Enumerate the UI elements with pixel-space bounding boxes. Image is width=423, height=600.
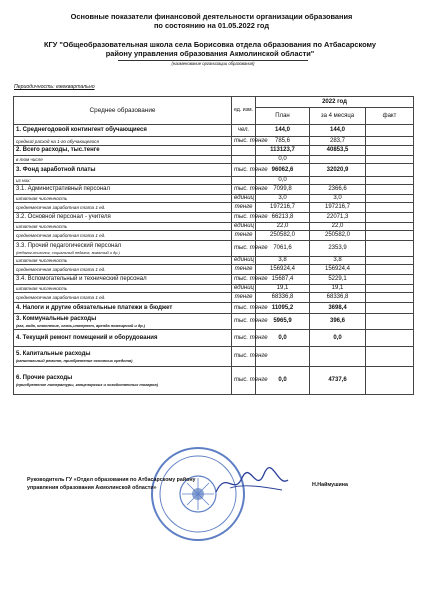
row-plan-value: 3,8 <box>256 257 310 265</box>
row-name: 5. Капитальные расходы <box>16 350 91 357</box>
report-date: по состоянию на 01.05.2022 год <box>153 21 270 30</box>
row-unit: тыс. тенге <box>232 185 256 195</box>
row-unit: тыс. тенге <box>232 275 256 285</box>
row-name: штатная численность <box>16 196 68 201</box>
row-unit <box>232 177 256 185</box>
row-name: средний расход на 1-го обучающегося <box>16 138 99 144</box>
row-unit: тыс. тенге <box>232 241 256 257</box>
row-4-months-value: 197216,7 <box>310 203 366 213</box>
row-name: штатная численность <box>16 286 68 291</box>
row-name: в том числе <box>16 157 43 162</box>
table-row <box>14 223 414 231</box>
row-4-months-value: 3,8 <box>310 257 366 265</box>
signatory-name: Н.Наймушина <box>312 482 348 488</box>
table-row <box>14 156 414 164</box>
table-row <box>14 146 414 156</box>
row-fact-value <box>366 125 414 137</box>
row-plan-value: 68336,8 <box>256 293 310 303</box>
signatory-title-line2: управления образования Акмолинской области» <box>27 484 157 491</box>
row-4-months-value: 32020,9 <box>310 164 366 177</box>
row-fact-value <box>366 164 414 177</box>
row-name: 3. Коммунальные расходы <box>16 315 97 322</box>
row-name-cell <box>14 156 232 164</box>
row-plan-value: 144,0 <box>256 125 310 137</box>
row-4-months-value: 156924,4 <box>310 265 366 275</box>
row-4-months-value <box>310 347 366 367</box>
row-fact-value <box>366 257 414 265</box>
row-fact-value <box>366 314 414 330</box>
table-row <box>14 164 414 177</box>
row-4-months-value: 4737,6 <box>310 367 366 395</box>
row-plan-value: 0,0 <box>256 177 310 185</box>
row-name-cell <box>14 330 232 347</box>
periodicity-label: Периодичность: ежеквартально <box>14 84 95 90</box>
row-plan-value: 96062,6 <box>256 164 310 177</box>
row-4-months-value: 283,7 <box>310 137 366 146</box>
row-name-cell <box>14 265 232 275</box>
row-name: среднемесячная заработная плата 1 ед. <box>16 267 106 272</box>
table-row <box>14 265 414 275</box>
row-fact-value <box>366 177 414 185</box>
row-4-months-value: 3698,4 <box>310 303 366 314</box>
row-name: штатная численность <box>16 224 68 229</box>
row-unit: единиц <box>232 285 256 293</box>
table-row <box>14 314 414 330</box>
table-row <box>14 195 414 203</box>
table-row <box>14 257 414 265</box>
row-unit: тенге <box>232 293 256 303</box>
row-plan-value: 5965,9 <box>256 314 310 330</box>
row-name: среднемесячная заработная плата 1 ед. <box>16 233 106 238</box>
handwritten-signature <box>212 466 292 500</box>
row-name-cell <box>14 195 232 203</box>
row-unit: тыс. тенге <box>232 164 256 177</box>
row-4-months-value: 40853,5 <box>310 146 366 156</box>
row-unit: тыс. тенге <box>232 314 256 330</box>
row-unit: тыс. тенге <box>232 330 256 347</box>
table-row <box>14 275 414 285</box>
row-4-months-value: 3,0 <box>310 195 366 203</box>
row-plan-value: 113123,7 <box>256 146 310 156</box>
row-4-months-value: 22071,3 <box>310 213 366 223</box>
row-name-cell <box>14 213 232 223</box>
row-note: (приобретение литературы, канцелярских и хозяйственных товаров) <box>16 381 159 387</box>
report-title: Основные показатели финансовой деятельности организации образования <box>70 12 353 21</box>
row-4-months-value: 5229,1 <box>310 275 366 285</box>
row-name: 4. Налоги и другие обязательные платежи в бюджет <box>16 304 173 311</box>
row-4-months-value <box>310 156 366 164</box>
row-unit: тыс. тенге <box>232 303 256 314</box>
row-fact-value <box>366 185 414 195</box>
row-plan-value: 250582,0 <box>256 231 310 241</box>
row-name: из них: <box>16 178 31 183</box>
row-4-months-value: 0,0 <box>310 330 366 347</box>
row-name-cell <box>14 146 232 156</box>
signature-block-left <box>27 477 196 492</box>
row-4-months-value: 2353,9 <box>310 241 366 257</box>
row-name-cell <box>14 203 232 213</box>
row-plan-value: 19,1 <box>256 285 310 293</box>
table-row <box>14 347 414 367</box>
row-fact-value <box>366 330 414 347</box>
table-row <box>14 293 414 303</box>
row-name-cell <box>14 223 232 231</box>
row-unit: единиц <box>232 195 256 203</box>
header-year: 2022 год <box>256 97 414 108</box>
row-plan-value: 156924,4 <box>256 265 310 275</box>
row-fact-value <box>366 241 414 257</box>
row-fact-value <box>366 203 414 213</box>
row-fact-value <box>366 223 414 231</box>
row-name: среднемесячная заработная плата 1 ед. <box>16 295 106 300</box>
table-row <box>14 177 414 185</box>
header-4-months: за 4 месяца <box>310 108 366 125</box>
organization-name: КГУ "Общеобразовательная школа села Борисовка отдела образования по Атбасарскому району управления образования Акмолинской области" <box>44 40 376 58</box>
table-row <box>14 203 414 213</box>
row-unit: тыс. тенге <box>232 213 256 223</box>
row-fact-value <box>366 303 414 314</box>
row-name-cell <box>14 285 232 293</box>
table-row <box>14 185 414 195</box>
row-plan-value: 15687,4 <box>256 275 310 285</box>
row-name-cell <box>14 125 232 137</box>
row-unit <box>232 146 256 156</box>
row-name: 4. Текущий ремонт помещений и оборудования <box>16 334 158 341</box>
row-fact-value <box>366 231 414 241</box>
header-unit: ед. изм. <box>232 97 256 125</box>
row-unit: чел. <box>232 125 256 137</box>
row-4-months-value: 68336,8 <box>310 293 366 303</box>
row-name-cell <box>14 303 232 314</box>
row-unit: единиц <box>232 257 256 265</box>
row-unit: тенге <box>232 203 256 213</box>
row-name-cell <box>14 164 232 177</box>
row-fact-value <box>366 195 414 203</box>
row-4-months-value: 396,6 <box>310 314 366 330</box>
row-fact-value <box>366 146 414 156</box>
row-name-cell <box>14 231 232 241</box>
row-name: 3.3. Прочий педагогический персонал <box>16 242 122 249</box>
row-name-cell <box>14 137 232 146</box>
row-fact-value <box>366 367 414 395</box>
row-plan-value: 197216,7 <box>256 203 310 213</box>
row-4-months-value <box>310 177 366 185</box>
row-4-months-value: 2366,6 <box>310 185 366 195</box>
row-4-months-value: 144,0 <box>310 125 366 137</box>
header-name: Среднее образование <box>14 97 232 125</box>
row-name-cell <box>14 177 232 185</box>
row-name-cell <box>14 241 232 257</box>
row-name-cell <box>14 275 232 285</box>
row-name-cell <box>14 185 232 195</box>
table-row <box>14 330 414 347</box>
row-4-months-value: 19,1 <box>310 285 366 293</box>
indicators-table <box>13 96 414 395</box>
row-name: среднемесячная заработная плата 1 ед. <box>16 205 106 210</box>
row-unit <box>232 156 256 164</box>
row-plan-value: 785,6 <box>256 137 310 146</box>
row-name-cell <box>14 257 232 265</box>
table-row <box>14 125 414 137</box>
row-fact-value <box>366 213 414 223</box>
row-name: 3.4. Вспомогательный и технический персонал <box>16 276 147 282</box>
table-row <box>14 231 414 241</box>
header-fact: факт <box>366 108 414 125</box>
row-unit: тыс. тенге <box>232 367 256 395</box>
row-fact-value <box>366 293 414 303</box>
row-fact-value <box>366 275 414 285</box>
row-name: 1. Среднегодовой контингент обучающиеся <box>16 127 147 133</box>
row-note: (капитальный ремонт, приобретение основных средств) <box>16 357 133 363</box>
row-plan-value: 0,0 <box>256 367 310 395</box>
row-4-months-value: 250582,0 <box>310 231 366 241</box>
row-unit: единиц <box>232 223 256 231</box>
organization-caption: (наименование организации образования) <box>171 61 255 66</box>
row-unit: тенге <box>232 231 256 241</box>
row-name: 3.1. Административный персонал <box>16 186 111 192</box>
header-plan: План <box>256 108 310 125</box>
row-plan-value: 11095,2 <box>256 303 310 314</box>
row-name: 6. Прочие расходы <box>16 374 73 381</box>
row-plan-value: 0,0 <box>256 156 310 164</box>
row-name-cell <box>14 293 232 303</box>
row-unit: тыс. тенге <box>232 347 256 367</box>
table-row <box>14 285 414 293</box>
row-note: (газ, вода, отопление, связь,интернет, аренда помещений и др.) <box>16 322 146 328</box>
row-name: 3. Фонд заработной платы <box>16 166 96 173</box>
row-plan-value: 3,0 <box>256 195 310 203</box>
table-row <box>14 213 414 223</box>
row-plan-value: 0,0 <box>256 330 310 347</box>
row-fact-value <box>366 347 414 367</box>
row-name-cell <box>14 367 232 395</box>
row-unit: тенге <box>232 265 256 275</box>
table-row <box>14 241 414 257</box>
row-fact-value <box>366 156 414 164</box>
row-unit: тыс. тенге <box>232 137 256 146</box>
table-row <box>14 367 414 395</box>
signatory-title-line1: Руководитель ГУ «Отдел образования по Атбасарскому району <box>27 477 196 483</box>
table-row <box>14 303 414 314</box>
row-note: (педагог-психолог, социальный педагог, вожатый и др.) <box>16 249 120 255</box>
row-plan-value: 66213,8 <box>256 213 310 223</box>
row-name-cell <box>14 314 232 330</box>
row-plan-value: 7061,6 <box>256 241 310 257</box>
row-plan-value: 22,0 <box>256 223 310 231</box>
row-name: 2. Всего расходы, тыс.тенге <box>16 147 100 153</box>
row-name: 3.2. Основной персонал - учителя <box>16 214 111 220</box>
row-fact-value <box>366 285 414 293</box>
row-plan-value: 7099,8 <box>256 185 310 195</box>
table-row <box>14 137 414 146</box>
row-fact-value <box>366 137 414 146</box>
row-name-cell <box>14 347 232 367</box>
row-fact-value <box>366 265 414 275</box>
row-name: штатная численность <box>16 258 68 263</box>
row-4-months-value: 22,0 <box>310 223 366 231</box>
